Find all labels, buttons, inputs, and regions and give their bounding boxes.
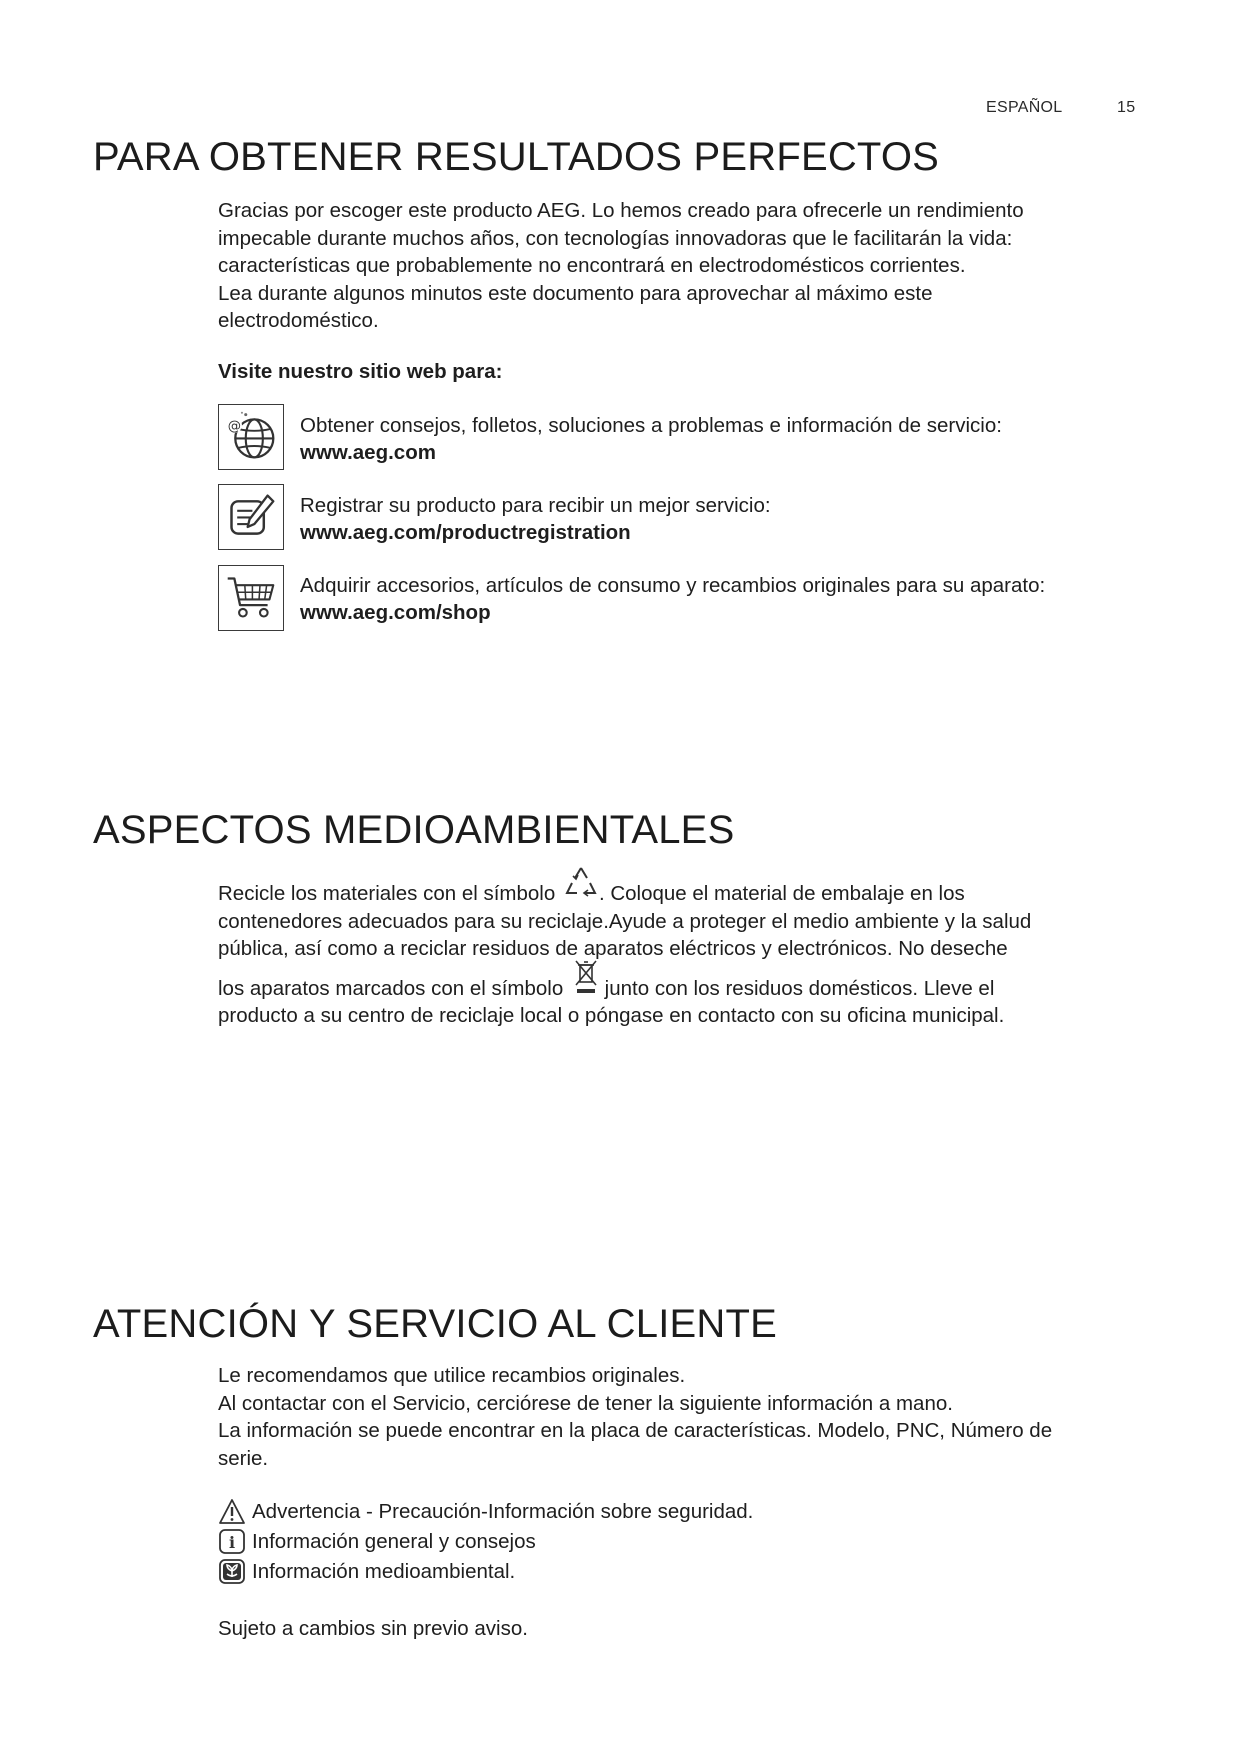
service-line: Al contactar con el Servicio, cerciórese de tener la siguiente información a mano. [218, 1391, 953, 1415]
section-title-atencion: ATENCIÓN Y SERVICIO AL CLIENTE [93, 1302, 777, 1346]
footer-note: Sujeto a cambios sin previo aviso. [218, 1617, 528, 1640]
intro-line: características que probablemente no encontrará en electrodomésticos corrientes. [218, 254, 966, 277]
intro-line: electrodoméstico. [218, 309, 379, 332]
shopping-cart-icon [218, 565, 284, 631]
recycling-line: contenedores adecuados para su reciclaje.Ayude a proteger el medio ambiente y la salud [218, 909, 1032, 933]
service-line: Le recomendamos que utilice recambios originales. [218, 1364, 686, 1387]
intro-line: impecable durante muchos años, con tecnologías innovadoras que le facilitarán la vida: [218, 226, 1013, 250]
recycling-line [218, 975, 1148, 1003]
recycling-text: junto con los residuos domésticos. Lleve el [598, 976, 995, 1000]
recycling-line [218, 880, 1148, 908]
crossed-bin-icon [573, 959, 599, 999]
warning-icon [218, 1498, 246, 1526]
language-label: ESPAÑOL [986, 99, 1063, 116]
visit-heading: Visite nuestro sitio web para: [218, 360, 503, 383]
legend-text: Advertencia - Precaución-Información sobre seguridad. [252, 1500, 754, 1523]
legend-text: Información general y consejos [252, 1530, 536, 1553]
legend-warning [218, 1497, 753, 1527]
globe-icon [218, 404, 284, 470]
intro-paragraph [218, 197, 1148, 335]
legend-environment [218, 1557, 515, 1587]
page-number: 15 [1117, 99, 1136, 116]
environment-icon [218, 1558, 246, 1586]
link-description: Adquirir accesorios, artículos de consumo y recambios originales para su aparato: [300, 574, 1046, 597]
link-description: Obtener consejos, folletos, soluciones a problemas e información de servicio: [300, 414, 1002, 437]
recycle-symbol-icon [563, 865, 599, 903]
link-description: Registrar su producto para recibir un mejor servicio: [300, 494, 771, 517]
link-url-aeg[interactable]: www.aeg.com [300, 441, 436, 464]
registration-icon [218, 484, 284, 550]
intro-line: Gracias por escoger este producto AEG. Lo hemos creado para ofrecerle un rendimiento [218, 199, 1024, 222]
link-row-registration [300, 492, 771, 546]
recycling-text: los aparatos marcados con el símbolo [218, 976, 564, 1000]
intro-line: Lea durante algunos minutos este documento para aprovechar al máximo este [218, 281, 933, 305]
recycling-line: pública, así como a reciclar residuos de aparatos eléctricos y electrónicos. No deseche [218, 937, 1008, 960]
link-url-shop[interactable]: www.aeg.com/shop [300, 601, 491, 624]
link-row-tips [300, 412, 1002, 466]
recycling-text: . Coloque el material de embalaje en los [598, 882, 965, 905]
recycling-line: producto a su centro de reciclaje local o póngase en contacto con su oficina municipal. [218, 1004, 1005, 1027]
legend-text: Información medioambiental. [252, 1560, 516, 1583]
link-url-registration[interactable]: www.aeg.com/productregistration [300, 521, 631, 544]
legend-info [218, 1527, 536, 1557]
svg-text:i: i [228, 1533, 236, 1552]
service-paragraph [218, 1362, 1148, 1472]
section-title-medioambientales: ASPECTOS MEDIOAMBIENTALES [93, 808, 735, 852]
recycling-text: Recicle los materiales con el símbolo [218, 882, 556, 905]
link-row-shop [300, 572, 1045, 626]
service-line: serie. [218, 1446, 269, 1470]
section-title-resultados: PARA OBTENER RESULTADOS PERFECTOS [93, 135, 940, 179]
info-icon [218, 1528, 246, 1556]
recycling-paragraph [218, 880, 1148, 1030]
svg-text:@: @ [227, 418, 241, 434]
service-line: La información se puede encontrar en la placa de características. Modelo, PNC, Número de [218, 1419, 1053, 1442]
